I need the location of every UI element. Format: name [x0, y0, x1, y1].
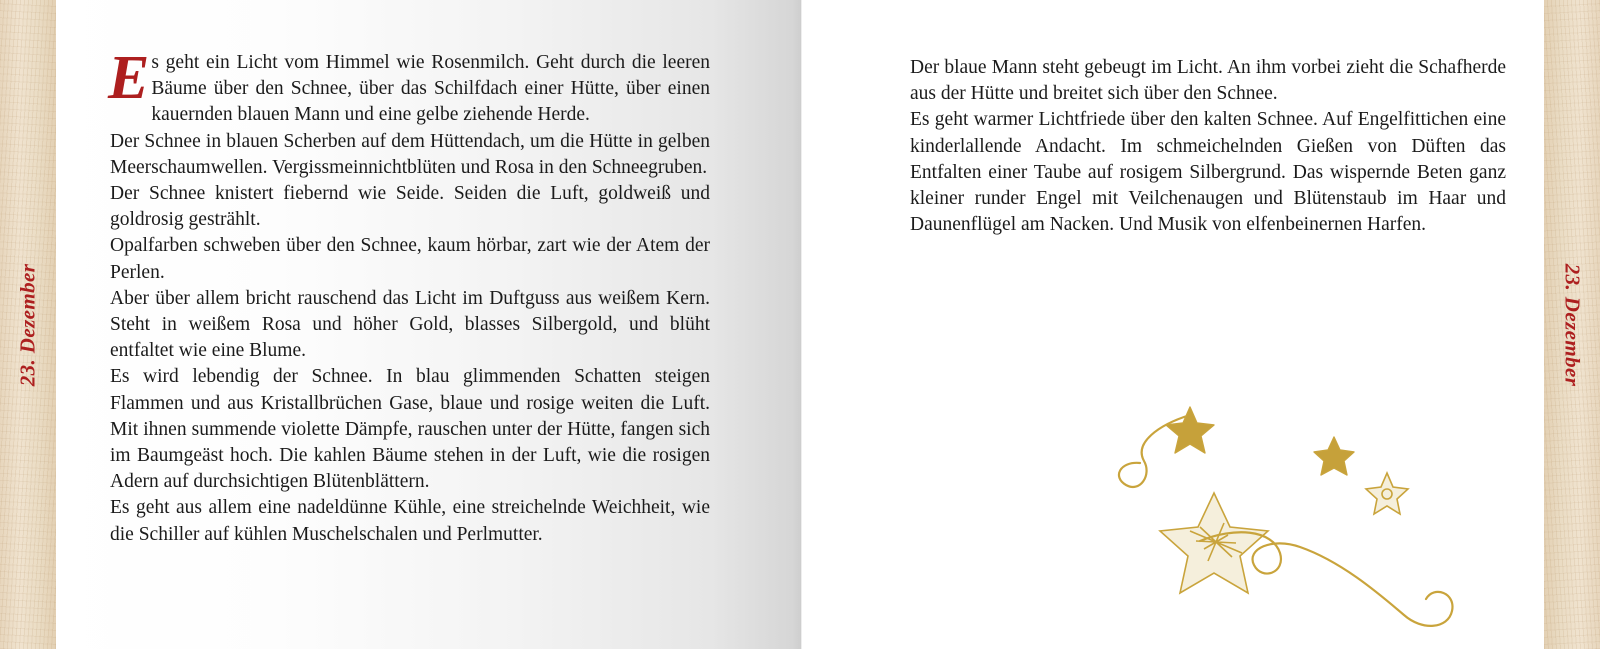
left-edge-date-label: 23. Dezember: [15, 263, 40, 386]
right-page-text-column: [910, 55, 1506, 238]
paragraph: [108, 44, 710, 129]
left-page: [56, 0, 800, 649]
paragraph: Der Schnee in blauen Scherben auf dem Hüttendach, um die Hütte in gelben Meerschaumwellen. Vergissmeinnichtblüten und Rosa in den Schneegruben.: [110, 130, 710, 178]
left-page-edge-texture: [0, 0, 56, 649]
paragraph: Opalfarben schweben über den Schnee, kaum hörbar, zart wie der Atem der Perlen.: [110, 235, 710, 283]
right-page: [802, 0, 1544, 649]
paragraph: Es wird lebendig der Schnee. In blau glimmenden Schatten steigen Flammen und aus Kristallbrüchen Gase, blaue und rosige weiten die Luft. Mit ihnen summende violette Dämpfe, rauschen unter der Hütte, fangen sich im Baumgeäst hoch. Die kahlen Bäume stehen in der Luft, wie die rosigen Adern auf durchsichtigen Blütenblättern.: [110, 366, 710, 493]
stars-and-swirl-ornament: [1104, 401, 1484, 641]
paragraph: Es geht aus allem eine nadeldünne Kühle, eine streichelnde Weichheit, wie die Schiller auf kühlen Muschelschalen und Perlmutter.: [110, 497, 710, 545]
paragraph: Der blaue Mann steht gebeugt im Licht. An ihm vorbei zieht die Schafherde aus der Hütte und breitet sich über den Schnee.: [910, 57, 1506, 105]
right-page-edge-texture: [1544, 0, 1600, 649]
paragraph: Aber über allem bricht rauschend das Licht im Duftguss aus weißem Kern. Steht in weißem Rosa und höher Gold, blasses Silbergold, und blüht entfaltet wie eine Blume.: [110, 287, 710, 362]
paragraph-text: s geht ein Licht vom Himmel wie Rosenmilch. Geht durch die leeren Bäume über den Schnee, über das Schilfdach einer Hütte, über einen kauernden blauen Mann und eine gelbe ziehende Herde.: [151, 52, 710, 126]
paragraph: Es geht warmer Lichtfriede über den kalten Schnee. Auf Engelfittichen eine kinderlallende Andacht. Im schmeichelnden Gießen von Düften das Entfalten einer Taube auf rosigem Silbergrund. Das wispernde Beten ganz kleiner runder Engel mit Veilchenaugen und Blütenstaub im Haar und Daunenflügel am Nacken. Und Musik von elfenbeinernen Harfen.: [910, 109, 1506, 236]
right-edge-date-label: 23. Dezember: [1560, 263, 1585, 386]
left-page-text-column: [108, 44, 710, 548]
paragraph: Der Schnee knistert fiebernd wie Seide. Seiden die Luft, goldweiß und goldrosig gestrählt.: [110, 183, 710, 231]
drop-cap-letter: E: [108, 44, 150, 112]
